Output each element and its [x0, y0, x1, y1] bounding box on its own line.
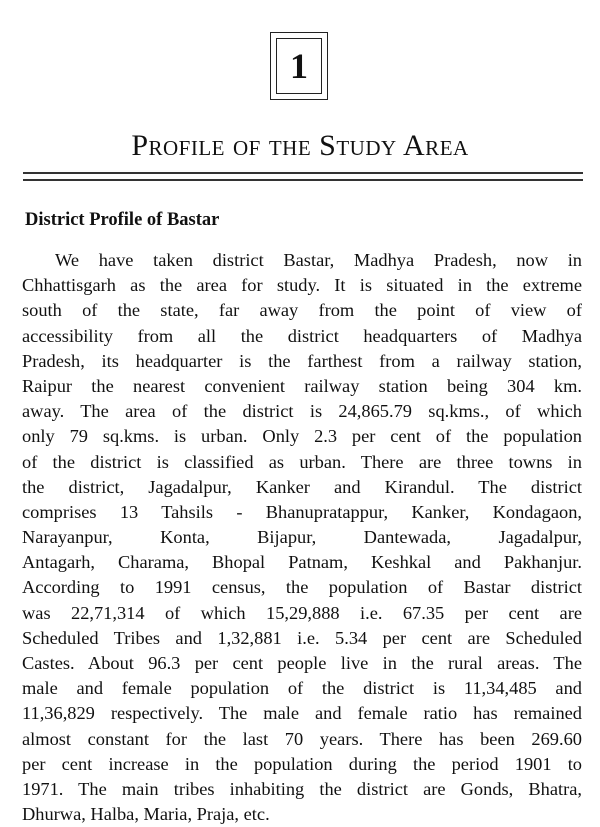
- title-rule-bottom: [23, 179, 583, 181]
- paragraph-line: Scheduled Tribes and 1,32,881 i.e. 5.34 per cent are Scheduled: [22, 627, 582, 648]
- paragraph-line: almost constant for the last 70 years. There has been 269.60: [22, 728, 582, 749]
- paragraph-line: Narayanpur, Konta, Bijapur, Dantewada, Jagadalpur,: [22, 527, 582, 548]
- paragraph-line: male and female population of the district is 11,34,485 and: [22, 678, 582, 699]
- paragraph-line: away. The area of the district is 24,865.79 sq.kms., of which: [22, 401, 582, 422]
- paragraph-line: Chhattisgarh as the area for study. It is situated in the extreme: [22, 275, 582, 296]
- title-rule-top: [23, 172, 583, 174]
- paragraph-line: only 79 sq.kms. is urban. Only 2.3 per cent of the population: [22, 426, 582, 447]
- paragraph-line: We have taken district Bastar, Madhya Pradesh, now in: [55, 250, 582, 270]
- paragraph-line: comprises 13 Tahsils - Bhanupratappur, Kanker, Kondagaon,: [22, 501, 582, 522]
- paragraph-line: According to 1991 census, the population of Bastar district: [22, 577, 582, 598]
- chapter-title: Profile of the Study Area: [131, 129, 469, 162]
- paragraph-line: accessibility from all the district headquarters of Madhya: [22, 325, 582, 346]
- paragraph-line: was 22,71,314 of which 15,29,888 i.e. 67.35 per cent are: [22, 602, 582, 623]
- chapter-number-inner-box: [276, 38, 322, 94]
- chapter-number-box: [270, 32, 328, 100]
- paragraph-line: Dhurwa, Halba, Maria, Praja, etc.: [22, 804, 270, 825]
- paragraph-line: Raipur the nearest convenient railway station being 304 km.: [22, 375, 582, 396]
- paragraph-line: Castes. About 96.3 per cent people live in the rural areas. The: [22, 653, 582, 673]
- paragraph-line: 1971. The main tribes inhabiting the district are Gonds, Bhatra,: [22, 778, 582, 799]
- paragraph-line: Pradesh, its headquarter is the farthest from a railway station,: [22, 350, 582, 371]
- paragraph-line: the district, Jagadalpur, Kanker and Kirandul. The district: [22, 476, 582, 497]
- paragraph-line: per cent increase in the population during the period 1901 to: [22, 753, 582, 774]
- paragraph-line: Antagarh, Charama, Bhopal Patnam, Keshkal and Pakhanjur.: [22, 552, 582, 573]
- paragraph-line: 11,36,829 respectively. The male and female ratio has remained: [22, 703, 582, 724]
- body-paragraph: [22, 248, 582, 827]
- section-heading: District Profile of Bastar: [25, 210, 220, 230]
- paragraph-line: south of the state, far away from the point of view of: [22, 300, 582, 321]
- chapter-number: 1: [290, 46, 308, 86]
- paragraph-line: of the district is classified as urban. There are three towns in: [22, 451, 582, 472]
